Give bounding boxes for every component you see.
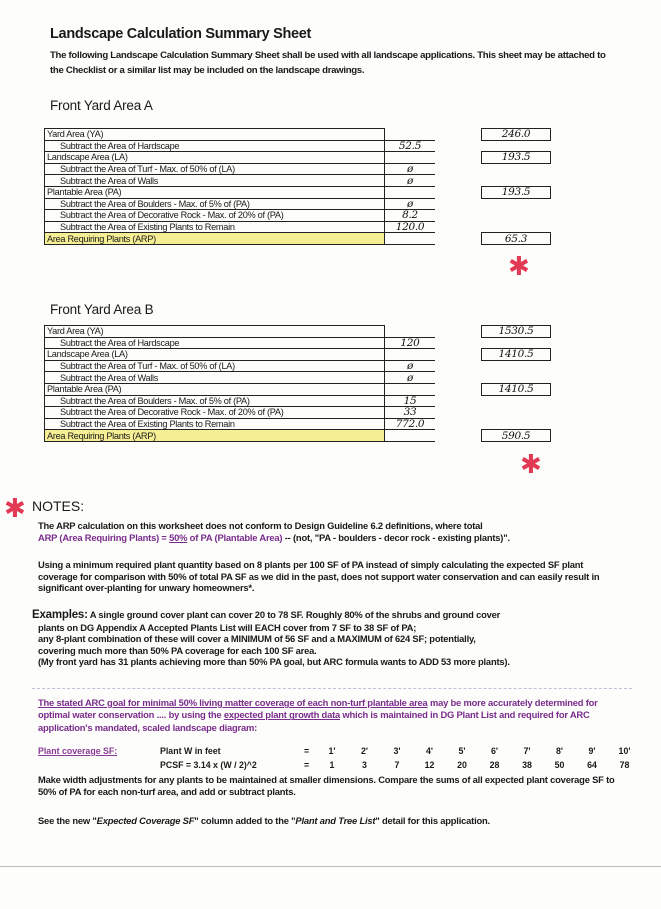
- subtract-value: 52.5: [385, 140, 436, 152]
- spacer: [435, 152, 482, 164]
- star-icon: ✱: [508, 252, 530, 282]
- calc-row: [45, 210, 551, 222]
- calc-row: [45, 395, 551, 407]
- calc-row: [45, 418, 551, 430]
- examples-paragraph: Examples: A single ground cover plant can cover 20 to 78 SF. Roughly 80% of the shrubs and ground cover plants on DG Appendix A Accepted Plants List will EACH cover from 7 SF to 38 SF of PA; any 8-plant combination of these will cover a MINIMUM of 56 SF and a MAXIMUM of 624 SF; potentially, covering much more than 50% PA coverage for each 100 SF area. (My front yard has 31 plants achieving more than 50% PA goal, but ARC formula wants to ADD 53 more plants).: [32, 609, 510, 668]
- spacer: [435, 326, 482, 338]
- spacer: [435, 337, 482, 349]
- row-label: Subtract the Area of Hardscape: [45, 337, 385, 349]
- calc-row: [45, 349, 551, 361]
- total-value: 193.5: [482, 152, 551, 164]
- row-label: Subtract the Area of Existing Plants to Remain: [45, 221, 385, 233]
- spacer: [435, 360, 482, 372]
- spacer: [435, 407, 482, 419]
- subtract-value: [385, 129, 436, 141]
- row-label: Area Requiring Plants (ARP): [45, 233, 385, 245]
- pcsf-value: 28: [489, 760, 500, 770]
- spacer: [435, 221, 482, 233]
- subtract-value: 120.0: [385, 221, 436, 233]
- notes-heading: NOTES:: [32, 498, 85, 514]
- plant-width-value: 9': [588, 746, 596, 756]
- pcsf-value: 3: [362, 760, 367, 770]
- total-value: [482, 372, 551, 384]
- row-label: Subtract the Area of Turf - Max. of 50% of (LA): [45, 163, 385, 175]
- pcsf-value: 64: [587, 760, 597, 770]
- plant-coverage-label: Plant coverage SF:: [38, 746, 118, 756]
- row-label: Landscape Area (LA): [45, 152, 385, 164]
- row-label: Plantable Area (PA): [45, 186, 385, 198]
- subtract-value: [385, 430, 436, 442]
- row-label: Subtract the Area of Existing Plants to Remain: [45, 418, 385, 430]
- calc-row: [45, 360, 551, 372]
- calc-row: [45, 430, 551, 442]
- star-icon: ✱: [520, 450, 542, 480]
- equals-sign: =: [304, 746, 310, 756]
- spacer: [435, 210, 482, 222]
- pcsf-value: 50: [554, 760, 565, 770]
- pcsf-value: 7: [394, 760, 400, 770]
- total-value: 65.3: [482, 233, 551, 245]
- spacer: [435, 418, 482, 430]
- subtract-value: [385, 383, 436, 395]
- row-label: Subtract the Area of Hardscape: [45, 140, 385, 152]
- spacer: [435, 372, 482, 384]
- total-value: [482, 337, 551, 349]
- calc-row: [45, 372, 551, 384]
- subtract-value: 8.2: [385, 210, 436, 222]
- intro-text: The following Landscape Calculation Summary Sheet shall be used with all landscape applications. This sheet may be attached to the Checklist or a similar list may be included on the landscape drawings.: [50, 50, 606, 76]
- subtract-value: ø: [385, 163, 436, 175]
- spacer: [435, 198, 482, 210]
- total-value: [482, 140, 551, 152]
- total-value: 590.5: [482, 430, 551, 442]
- subtract-value: 15: [385, 395, 436, 407]
- calc-row: [45, 407, 551, 419]
- calc-row: [45, 233, 551, 245]
- total-value: 1410.5: [482, 349, 551, 361]
- pcsf-value: 38: [522, 760, 532, 770]
- total-value: [482, 360, 551, 372]
- row-label: Subtract the Area of Boulders - Max. of 5% of (PA): [45, 198, 385, 210]
- calc-row: [45, 129, 551, 141]
- total-value: 1530.5: [482, 326, 551, 338]
- spacer: [435, 140, 482, 152]
- page-title: Landscape Calculation Summary Sheet: [50, 26, 312, 42]
- calc-row: [45, 163, 551, 175]
- pcsf-value: 78: [619, 760, 630, 770]
- pcsf-row-label: PCSF = 3.14 x (W / 2)^2: [160, 760, 257, 770]
- total-value: 246.0: [482, 129, 551, 141]
- row-label: Area Requiring Plants (ARP): [45, 430, 385, 442]
- bottom-divider: [0, 866, 661, 867]
- plant-width-value: 7': [523, 746, 531, 756]
- total-value: [482, 407, 551, 419]
- plant-width-value: 10': [618, 746, 631, 756]
- adjustment-paragraph: Make width adjustments for any plants to be maintained at smaller dimensions. Compare the sums of all expected plant coverage SF to 50% of PA for each non-turf area, and add or subtract plants.: [38, 774, 615, 797]
- see-column-paragraph: See the new "Expected Coverage SF" column added to the "Plant and Tree List" detail for this application.: [38, 815, 490, 826]
- subtract-value: 120: [385, 337, 436, 349]
- row-label: Subtract the Area of Walls: [45, 372, 385, 384]
- row-label: Subtract the Area of Turf - Max. of 50% of (LA): [45, 360, 385, 372]
- row-label: Landscape Area (LA): [45, 349, 385, 361]
- plant-width-value: 8': [556, 746, 563, 756]
- row-label: Subtract the Area of Boulders - Max. of 5% of (PA): [45, 395, 385, 407]
- total-value: [482, 175, 551, 187]
- total-value: [482, 221, 551, 233]
- subtract-value: ø: [385, 198, 436, 210]
- equals-sign: =: [304, 760, 310, 770]
- subtract-value: 33: [385, 407, 436, 419]
- section-a-table: [44, 128, 551, 245]
- total-value: [482, 418, 551, 430]
- subtract-value: [385, 152, 436, 164]
- pcsf-value: 20: [457, 760, 467, 770]
- section-b-heading: Front Yard Area B: [50, 302, 154, 317]
- plant-width-value: 5': [458, 746, 466, 756]
- subtract-value: [385, 326, 436, 338]
- spacer: [435, 383, 482, 395]
- subtract-value: 772.0: [385, 418, 436, 430]
- subtract-value: ø: [385, 360, 436, 372]
- subtract-value: [385, 233, 436, 245]
- spacer: [435, 349, 482, 361]
- spacer: [435, 163, 482, 175]
- note-paragraph-1: The ARP calculation on this worksheet does not conform to Design Guideline 6.2 definitions, where total ARP (Area Requiring Plants) = 50% of PA (Plantable Area) -- (not, "PA - boulders - decor rock - existing plants)".: [38, 520, 510, 543]
- row-label: Subtract the Area of Decorative Rock - Max. of 20% of (PA): [45, 407, 385, 419]
- spacer: [435, 233, 482, 245]
- subtract-value: ø: [385, 372, 436, 384]
- section-b-table: [44, 325, 551, 442]
- calc-row: [45, 383, 551, 395]
- plant-width-value: 2': [361, 746, 368, 756]
- plant-width-value: 3': [393, 746, 401, 756]
- plant-width-value: 6': [491, 746, 498, 756]
- divider: [32, 688, 632, 689]
- star-icon: ✱: [4, 494, 26, 524]
- calc-row: [45, 140, 551, 152]
- spacer: [435, 186, 482, 198]
- pcsf-value: 12: [424, 760, 435, 770]
- pcsf-value: 1: [329, 760, 335, 770]
- calc-row: [45, 221, 551, 233]
- width-row-label: Plant W in feet: [160, 746, 221, 756]
- calc-row: [45, 152, 551, 164]
- calc-row: [45, 326, 551, 338]
- subtract-value: [385, 349, 436, 361]
- calc-row: [45, 198, 551, 210]
- spacer: [435, 175, 482, 187]
- total-value: 193.5: [482, 186, 551, 198]
- plant-width-value: 1': [328, 746, 336, 756]
- total-value: [482, 395, 551, 407]
- row-label: Yard Area (YA): [45, 326, 385, 338]
- row-label: Plantable Area (PA): [45, 383, 385, 395]
- subtract-value: [385, 186, 436, 198]
- row-label: Subtract the Area of Walls: [45, 175, 385, 187]
- calc-row: [45, 175, 551, 187]
- spacer: [435, 395, 482, 407]
- plant-width-value: 4': [426, 746, 433, 756]
- row-label: Yard Area (YA): [45, 129, 385, 141]
- total-value: [482, 198, 551, 210]
- section-a-heading: Front Yard Area A: [50, 98, 153, 113]
- calc-row: [45, 186, 551, 198]
- subtract-value: ø: [385, 175, 436, 187]
- row-label: Subtract the Area of Decorative Rock - Max. of 20% of (PA): [45, 210, 385, 222]
- spacer: [435, 129, 482, 141]
- total-value: [482, 210, 551, 222]
- arc-goal-paragraph: The stated ARC goal for minimal 50% living matter coverage of each non-turf plantable area may be more accurately determined for optimal water conservation .... by using the expected plant growth data which is maintained in DG Plant List and required for ARC application's mandated, scaled landscape diagram:: [38, 697, 598, 733]
- note-paragraph-2: Using a minimum required plant quantity based on 8 plants per 100 SF of PA instead of simply calculating the expected SF plant coverage for comparison with 50% of total PA SF as we did in the past, does not support water conservation and can easily result in significant over-planting for unwary homeowners*.: [38, 559, 600, 594]
- calc-row: [45, 337, 551, 349]
- total-value: 1410.5: [482, 383, 551, 395]
- spacer: [435, 430, 482, 442]
- total-value: [482, 163, 551, 175]
